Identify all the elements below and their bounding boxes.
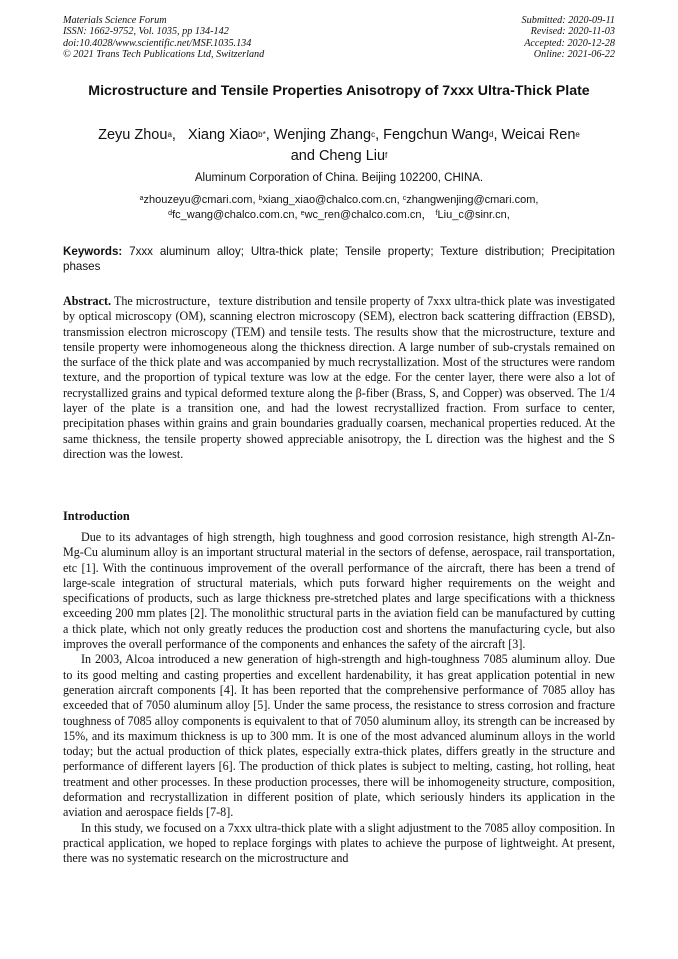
author: Zeyu Zhou$^a$ [98,127,172,143]
author: Weicai Ren$^e$ [501,127,580,143]
email[interactable]: $^e$wc_ren@chalco.com.cn， [300,208,433,221]
author: Fengchun Wang$^d$ [383,127,494,143]
paragraph: Due to its advantages of high strength, high toughness and good corrosion resistance, high strength Al-Zn-Mg-Cu aluminum alloy is an important structural material in the sectors of defense, aerospace, rail transportation, etc [1]. With the continuous improvement of the overall performance of the aircraft, there has been a trend of large-scale integration of structural materials, which puts forward higher requirements on the weight and specifications of products, such as large thickness pre-stretched plates and large specifications with a thickness exceeding 200 mm plates [2]. The monolithic structural parts in the aviation field can be manufactured by cutting a thick plate, which not only greatly reduces the production cost and shortens the manufacturing cycle, but also improves the overall performance of the components and enhances the safety of the aircraft [3]. [63,530,615,652]
submitted-date: Submitted: 2020-09-11 [521,15,615,26]
author: Wenjing Zhang$^c$ [273,127,376,143]
introduction-body [63,530,615,867]
authors-connector: and [290,148,315,164]
author: Xiang Xiao$^{b*}$ [188,127,266,143]
revised-date: Revised: 2020-11-03 [530,26,615,38]
email-list [63,193,615,222]
abstract [63,294,615,462]
affiliation: Aluminum Corporation of China. Beijing 102200, CHINA. [194,172,484,184]
keywords-label: Keywords: [63,245,123,258]
abstract-text: The microstructure，texture distribution and tensile property of 7xxx ultra-thick plate was investigated by optical microscopy (OM), scanning electron microscopy (SEM), electron back scattering diffraction (EBSD), transmission electron microscopy (TEM) and tensile tests. The results show that the microstructure, texture and tensile property were inhomogeneous along the thickness direction. A large number of sub-crystals remained on the surface of the thick plate and was accompanied by much recrystallization. Most of the structures were random texture, and the proportion of typical texture was low at the edge. For the center layer, there were also a lot of recrystallized grains and typical deformed texture along the β-fiber (Brass, S, and Copper) was observed. The 1/4 layer of the plate is a transition one, and had the lowest recrystallized fraction. From surface to center, precipitation phases within grains and grain boundaries gradually coarsen, mechanical properties reduced. At the same thickness, the tensile property showed appreciable anisotropy, the L direction was the highest and the S direction was the lowest. [63,294,615,461]
paragraph: In this study, we focused on a 7xxx ultra-thick plate with a slight adjustment to the 7085 alloy composition. In practical application, we hoped to replace forgings with plates to achieve the purpose of lightweight. At present, there was no systematic research on the microstructure and [63,820,615,866]
keywords-text: 7xxx aluminum alloy; Ultra-thick plate; Tensile property; Texture distribution; Precipitation phases [63,245,615,273]
section-heading-introduction: Introduction [63,509,130,523]
email[interactable]: $^c$zhangwenjing@cmari.com, [402,194,539,206]
journal-name: Materials Science Forum [63,15,167,26]
author: Cheng Liu$^f$ [318,148,388,164]
accepted-date: Accepted: 2020-12-28 [524,37,615,49]
journal-header-right [522,15,615,61]
email[interactable]: $^a$zhouzeyu@cmari.com, [139,194,256,206]
email[interactable]: $^b$xiang_xiao@chalco.com.cn, [258,194,400,206]
online-date: Online: 2021-06-22 [533,49,615,61]
paper-title: Microstructure and Tensile Properties Anisotropy of 7xxx Ultra-Thick Plate [88,83,590,99]
email[interactable]: $^f$Liu_c@sinr.cn, [435,208,510,221]
abstract-label: Abstract. [63,294,112,308]
issn-line: ISSN: 1662-9752, Vol. 1035, pp 134-142 [63,26,229,38]
keywords [63,244,615,274]
journal-header-left [63,15,264,61]
author-list: Zeyu Zhou$^a$, Xiang Xiao$^{b*}$, Wenjing Zhang$^c$, Fengchun Wang$^d$, Weicai Ren$^e$ and Cheng Liu$^f$ [98,127,580,164]
paragraph: In 2003, Alcoa introduced a new generation of high-strength and high-toughness 7085 aluminum alloy. Due to its good melting and casting properties and excellent hardenability, it has great application potential in new generation aircraft components [4]. It has been reported that the comprehensive performance of 7085 alloy has exceeded that of 7050 aluminum alloy [5]. Under the same process, the resistance to stress corrosion and fracture toughness of 7085 alloy components is equivalent to that of 7050 aluminum alloy, its strength can be increased by 15%, and its maximum thickness is up to 300 mm. It is one of the most advanced aluminum alloys in the world today; but the actual production of thick plates, especially extra-thick plates, differs greatly in the structure and performance of different layers [6]. The production of thick plates is subject to melting, casting, hot rolling, heat treatment and other processes. In these production processes, there will be inhomogeneity structure, composition, deformation and recrystallization in different position of plate, which seriously hinders its application in the aviation and aerospace fields [7-8]. [63,652,615,820]
copyright-line: © 2021 Trans Tech Publications Ltd, Switzerland [63,49,265,61]
doi-line: doi:10.4028/www.scientific.net/MSF.1035.134 [63,37,252,49]
email[interactable]: $^d$fc_wang@chalco.com.cn, [168,208,298,221]
